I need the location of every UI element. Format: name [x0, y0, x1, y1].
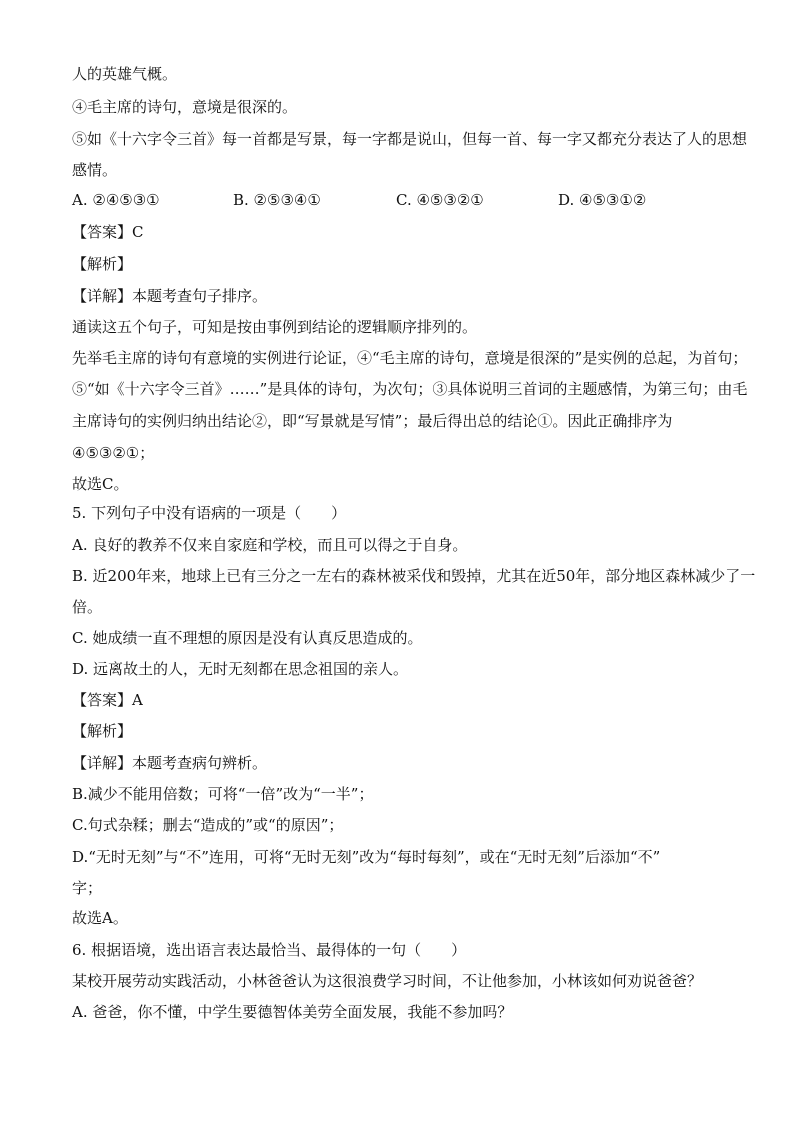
- text-line: 某校开展劳动实践活动，小林爸爸认为这很浪费学习时间，不让他参加，小林该如何劝说爸爸？: [72, 972, 703, 990]
- option-b: B. ②⑤③④①: [233, 191, 321, 209]
- text-line: 人的英雄气概。: [72, 65, 178, 83]
- text-line: ④毛主席的诗句，意境是很深的。: [72, 98, 298, 116]
- detail-heading: 【详解】本题考查病句辨析。: [72, 754, 268, 772]
- detail-heading: 【详解】本题考查句子排序。: [72, 287, 268, 305]
- analysis-heading: 【解析】: [72, 722, 133, 740]
- option-line: C. 她成绩一直不理想的原因是没有认真反思造成的。: [72, 629, 423, 647]
- text-line: B.减少不能用倍数；可将“一倍”改为“一半”；: [72, 785, 374, 803]
- option-d: D. ④⑤③①②: [558, 191, 647, 209]
- text-line: 主席诗句的实例归纳出结论②，即“写景就是写情”；最后得出总的结论①。因此正确排序为: [72, 412, 673, 430]
- text-line: 通读这五个句子，可知是按由事例到结论的逻辑顺序排列的。: [72, 318, 478, 336]
- question-5: 5. 下列句子中没有语病的一项是（ ）: [72, 504, 347, 522]
- text-line: C.句式杂糅；删去“造成的”或“的原因”；: [72, 816, 344, 834]
- text-line: 故选A。: [72, 909, 128, 927]
- text-line: 先举毛主席的诗句有意境的实例进行论证，④“毛主席的诗句，意境是很深的”是实例的总起，为首句；: [72, 349, 748, 367]
- text-line: 感情。: [72, 161, 118, 179]
- answer-options: [72, 190, 732, 210]
- text-line: D.“无时无刻”与“不”连用，可将“无时无刻”改为“每时每刻”，或在“无时无刻”后添加“不”: [72, 848, 661, 866]
- option-line: A. 爸爸，你不懂，中学生要德智体美劳全面发展，我能不参加吗？: [72, 1003, 513, 1021]
- text-line: 字；: [72, 879, 103, 897]
- text-line: 故选C。: [72, 475, 129, 493]
- text-line: 倍。: [72, 598, 103, 616]
- option-line: A. 良好的教养不仅来自家庭和学校，而且可以得之于自身。: [72, 536, 468, 554]
- text-line: ⑤“如《十六字令三首》……”是具体的诗句，为次句；③具体说明三首词的主题感情，为第三句；由毛: [72, 380, 748, 398]
- question-6: 6. 根据语境，选出语言表达最恰当、最得体的一句（ ）: [72, 941, 467, 959]
- analysis-heading: 【解析】: [72, 255, 133, 273]
- answer-line: 【答案】C: [72, 223, 144, 241]
- option-c: C. ④⑤③②①: [396, 191, 484, 209]
- option-line: B. 近200年来，地球上已有三分之一左右的森林被采伐和毁掉，尤其在近50年，部分地区森林减少了一: [72, 567, 756, 585]
- option-a: A. ②④⑤③①: [72, 191, 160, 209]
- text-line: ④⑤③②①；: [72, 444, 155, 462]
- answer-line: 【答案】A: [72, 691, 143, 709]
- text-line: ⑤如《十六字令三首》每一首都是写景，每一字都是说山，但每一首、每一字又都充分表达了人的思想: [72, 130, 748, 148]
- option-line: D. 远离故土的人，无时无刻都在思念祖国的亲人。: [72, 660, 409, 678]
